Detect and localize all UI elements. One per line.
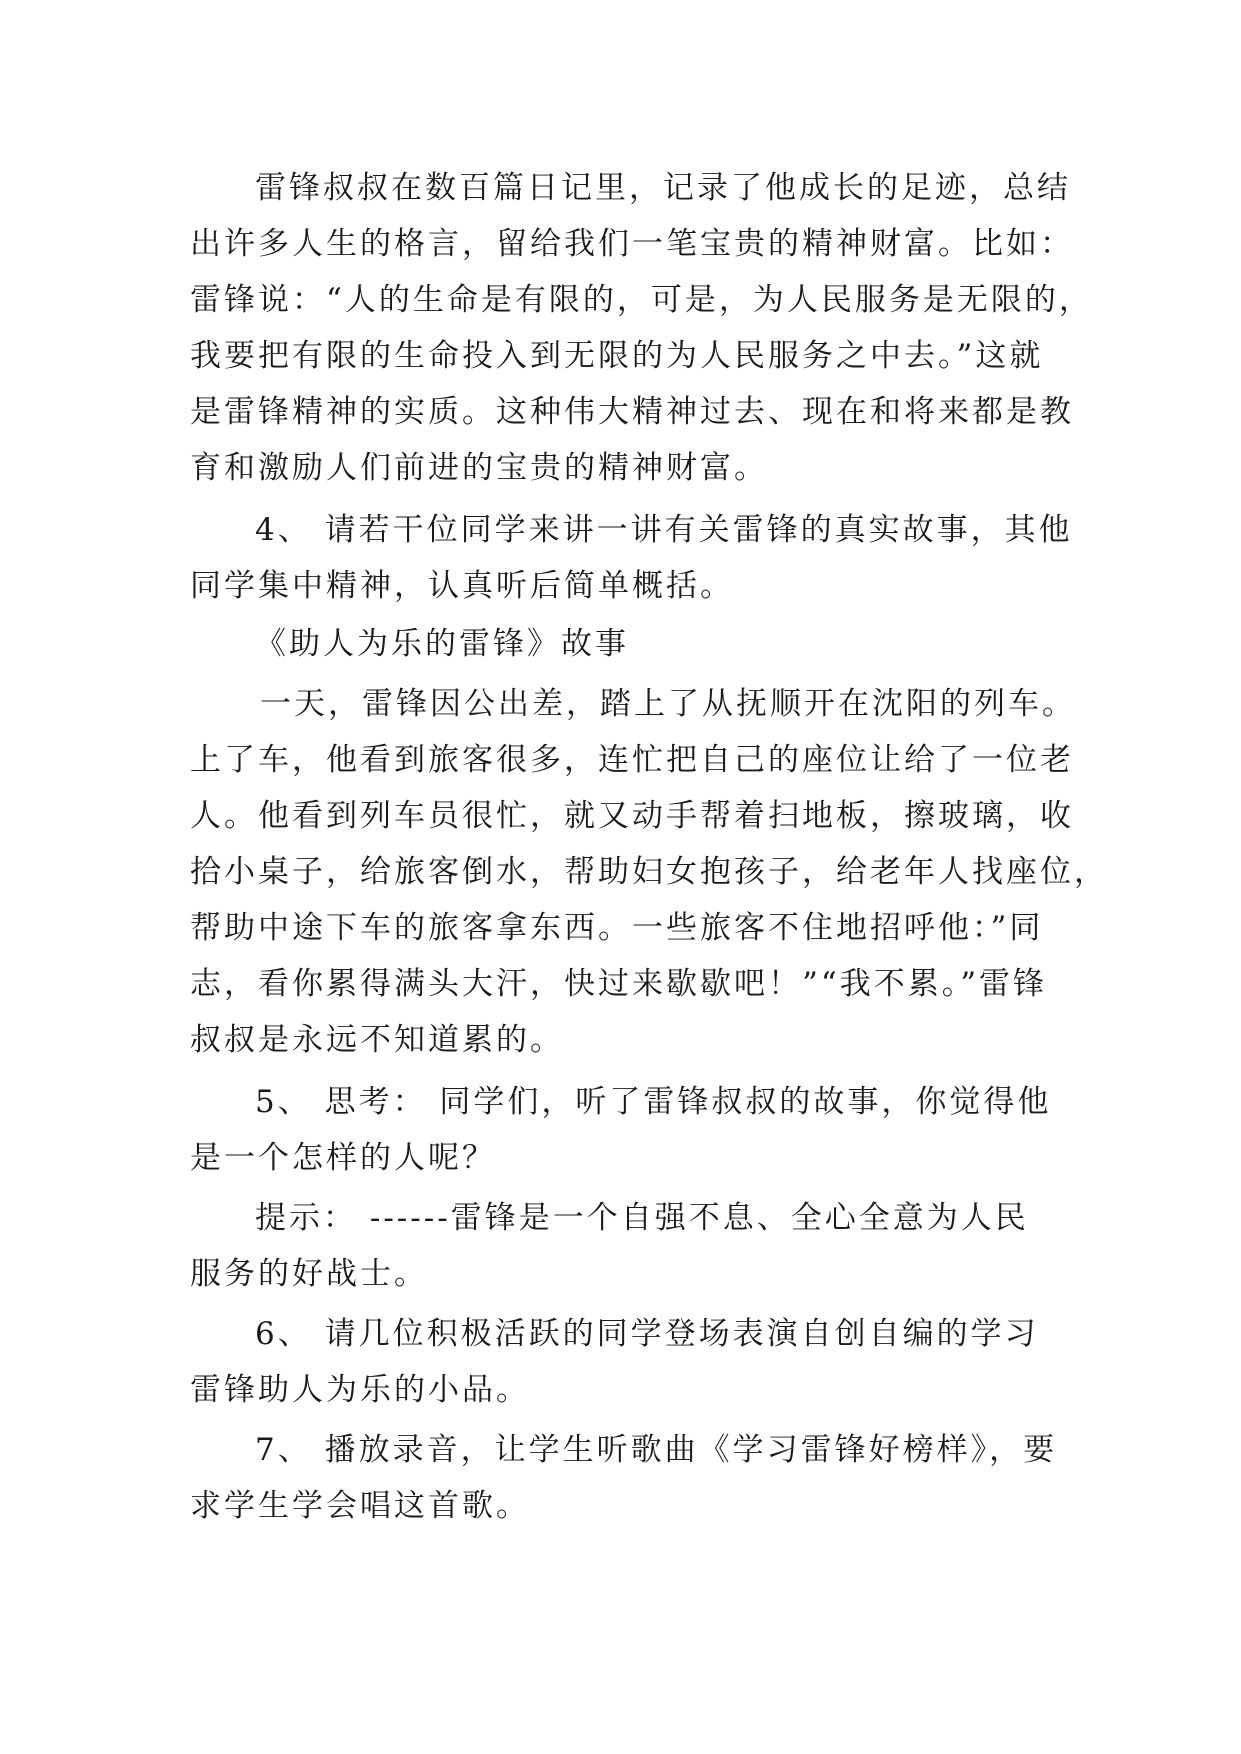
list-item-6: 6、 请几位积极活跃的同学登场表演自创自编的学习 bbox=[255, 1316, 1039, 1352]
text-line: 上了车，他看到旅客很多，连忙把自己的座位让给了一位老 bbox=[190, 742, 1074, 778]
text-line: 服务的好战士。 bbox=[190, 1256, 428, 1292]
list-item-5: 5、 思考： 同学们，听了雷锋叔叔的故事，你觉得他 bbox=[255, 1084, 1052, 1120]
text-line: 一天，雷锋因公出差，踏上了从抚顺开在沈阳的列车。 bbox=[260, 686, 1076, 722]
list-item-4: 4、 请若干位同学来讲一讲有关雷锋的真实故事，其他 bbox=[255, 512, 1073, 548]
text-line: 育和激励人们前进的宝贵的精神财富。 bbox=[190, 450, 768, 486]
text-line: 是一个怎样的人呢？ bbox=[190, 1140, 496, 1176]
text-line: 叔叔是永远不知道累的。 bbox=[190, 1022, 564, 1058]
text-line: 拾小桌子，给旅客倒水，帮助妇女抱孩子，给老年人找座位， bbox=[190, 854, 1108, 890]
text-line: 人。他看到列车员很忙，就又动手帮着扫地板，擦玻璃，收 bbox=[190, 798, 1074, 834]
text-line: 雷锋助人为乐的小品。 bbox=[190, 1372, 530, 1408]
text-line: 志，看你累得满头大汗，快过来歇歇吧！”“我不累。”雷锋 bbox=[190, 966, 1048, 1002]
text-line: 求学生学会唱这首歌。 bbox=[190, 1488, 530, 1524]
text-line: 雷锋说：“人的生命是有限的，可是，为人民服务是无限的， bbox=[190, 282, 1093, 318]
text-line: 我要把有限的生命投入到无限的为人民服务之中去。”这就 bbox=[190, 338, 1044, 374]
story-title: 《助人为乐的雷锋》故事 bbox=[255, 626, 629, 662]
list-item-7: 7、 播放录音，让学生听歌曲《学习雷锋好榜样》，要 bbox=[255, 1432, 1058, 1468]
text-line: 出许多人生的格言，留给我们一笔宝贵的精神财富。比如： bbox=[190, 226, 1074, 262]
hint-line: 提示： ------雷锋是一个自强不息、全心全意为人民 bbox=[255, 1200, 1029, 1236]
text-line: 雷锋叔叔在数百篇日记里，记录了他成长的足迹，总结 bbox=[255, 170, 1071, 206]
text-line: 同学集中精神，认真听后简单概括。 bbox=[190, 568, 734, 604]
text-line: 是雷锋精神的实质。这种伟大精神过去、现在和将来都是教 bbox=[190, 394, 1074, 430]
text-line: 帮助中途下车的旅客拿东西。一些旅客不住地招呼他：”同 bbox=[190, 910, 1044, 946]
